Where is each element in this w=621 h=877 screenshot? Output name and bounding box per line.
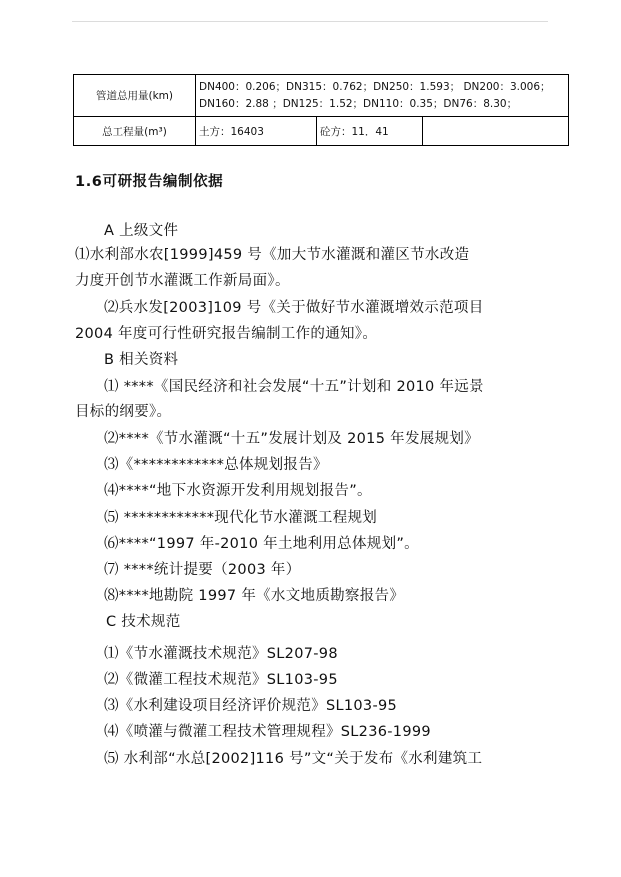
subsection-heading: B 相关资料: [104, 352, 179, 368]
reference-line: ⑸ 水利部“水总[2002]116 号”文“关于发布《水利建筑工: [104, 751, 483, 767]
reference-line: ⑶《************总体规划报告》: [104, 457, 328, 473]
reference-line: ⑵****《节水灌溉“十五”发展计划及 2015 年发展规划》: [104, 431, 479, 447]
earthwork-cell: 土方：16403: [196, 117, 317, 146]
reference-line: ⑺ ****统计提要（2003 年）: [104, 562, 301, 578]
reference-line: 力度开创节水灌溉工作新局面》。: [75, 273, 290, 289]
reference-line: ⑶《水利建设项目经济评价规范》SL103-95: [104, 698, 398, 714]
total-quantity-label: 总工程量(m³): [74, 117, 196, 146]
header-rule: [72, 21, 548, 22]
reference-line: ⑴水利部水农[1999]459 号《加大节水灌溉和灌区节水改造: [75, 247, 470, 263]
reference-line: ⑻****地勘院 1997 年《水文地质勘察报告》: [104, 588, 405, 604]
pipe-total-values: [196, 75, 569, 117]
table-row: [74, 117, 569, 146]
subsection-heading: C 技术规范: [106, 614, 181, 630]
reference-line: 目标的纲要》。: [75, 404, 172, 420]
quantity-table: [73, 74, 569, 146]
section-title: 1.6可研报告编制依据: [75, 174, 224, 190]
reference-line: ⑵《微灌工程技术规范》SL103-95: [104, 672, 338, 688]
concrete-cell: 砼方：11．41: [317, 117, 423, 146]
pipe-total-label: 管道总用量(km): [74, 75, 196, 117]
empty-cell: [423, 117, 569, 146]
reference-line: ⑸ ************现代化节水灌溉工程规划: [104, 510, 378, 526]
reference-line: ⑷****“地下水资源开发利用规划报告”。: [104, 483, 372, 499]
subsection-heading: A 上级文件: [104, 223, 179, 239]
reference-line: ⑵兵水发[2003]109 号《关于做好节水灌溉增效示范项目: [104, 300, 484, 316]
reference-line: ⑴《节水灌溉技术规范》SL207-98: [104, 646, 338, 662]
reference-line: ⑹****“1997 年-2010 年土地利用总体规划”。: [104, 536, 419, 552]
pipe-values-line-1: DN400：0.206；DN315：0.762；DN250：1.593； DN200：3.006；: [199, 80, 551, 93]
pipe-values-line-2: DN160：2.88 ；DN125：1.52；DN110：0.35；DN76：8.30；: [199, 97, 518, 110]
reference-line: 2004 年度可行性研究报告编制工作的通知》。: [75, 326, 378, 342]
reference-line: ⑷《喷灌与微灌工程技术管理规程》SL236-1999: [104, 724, 431, 740]
table-row: [74, 75, 569, 117]
reference-line: ⑴ ****《国民经济和社会发展“十五”计划和 2010 年远景: [104, 379, 484, 395]
